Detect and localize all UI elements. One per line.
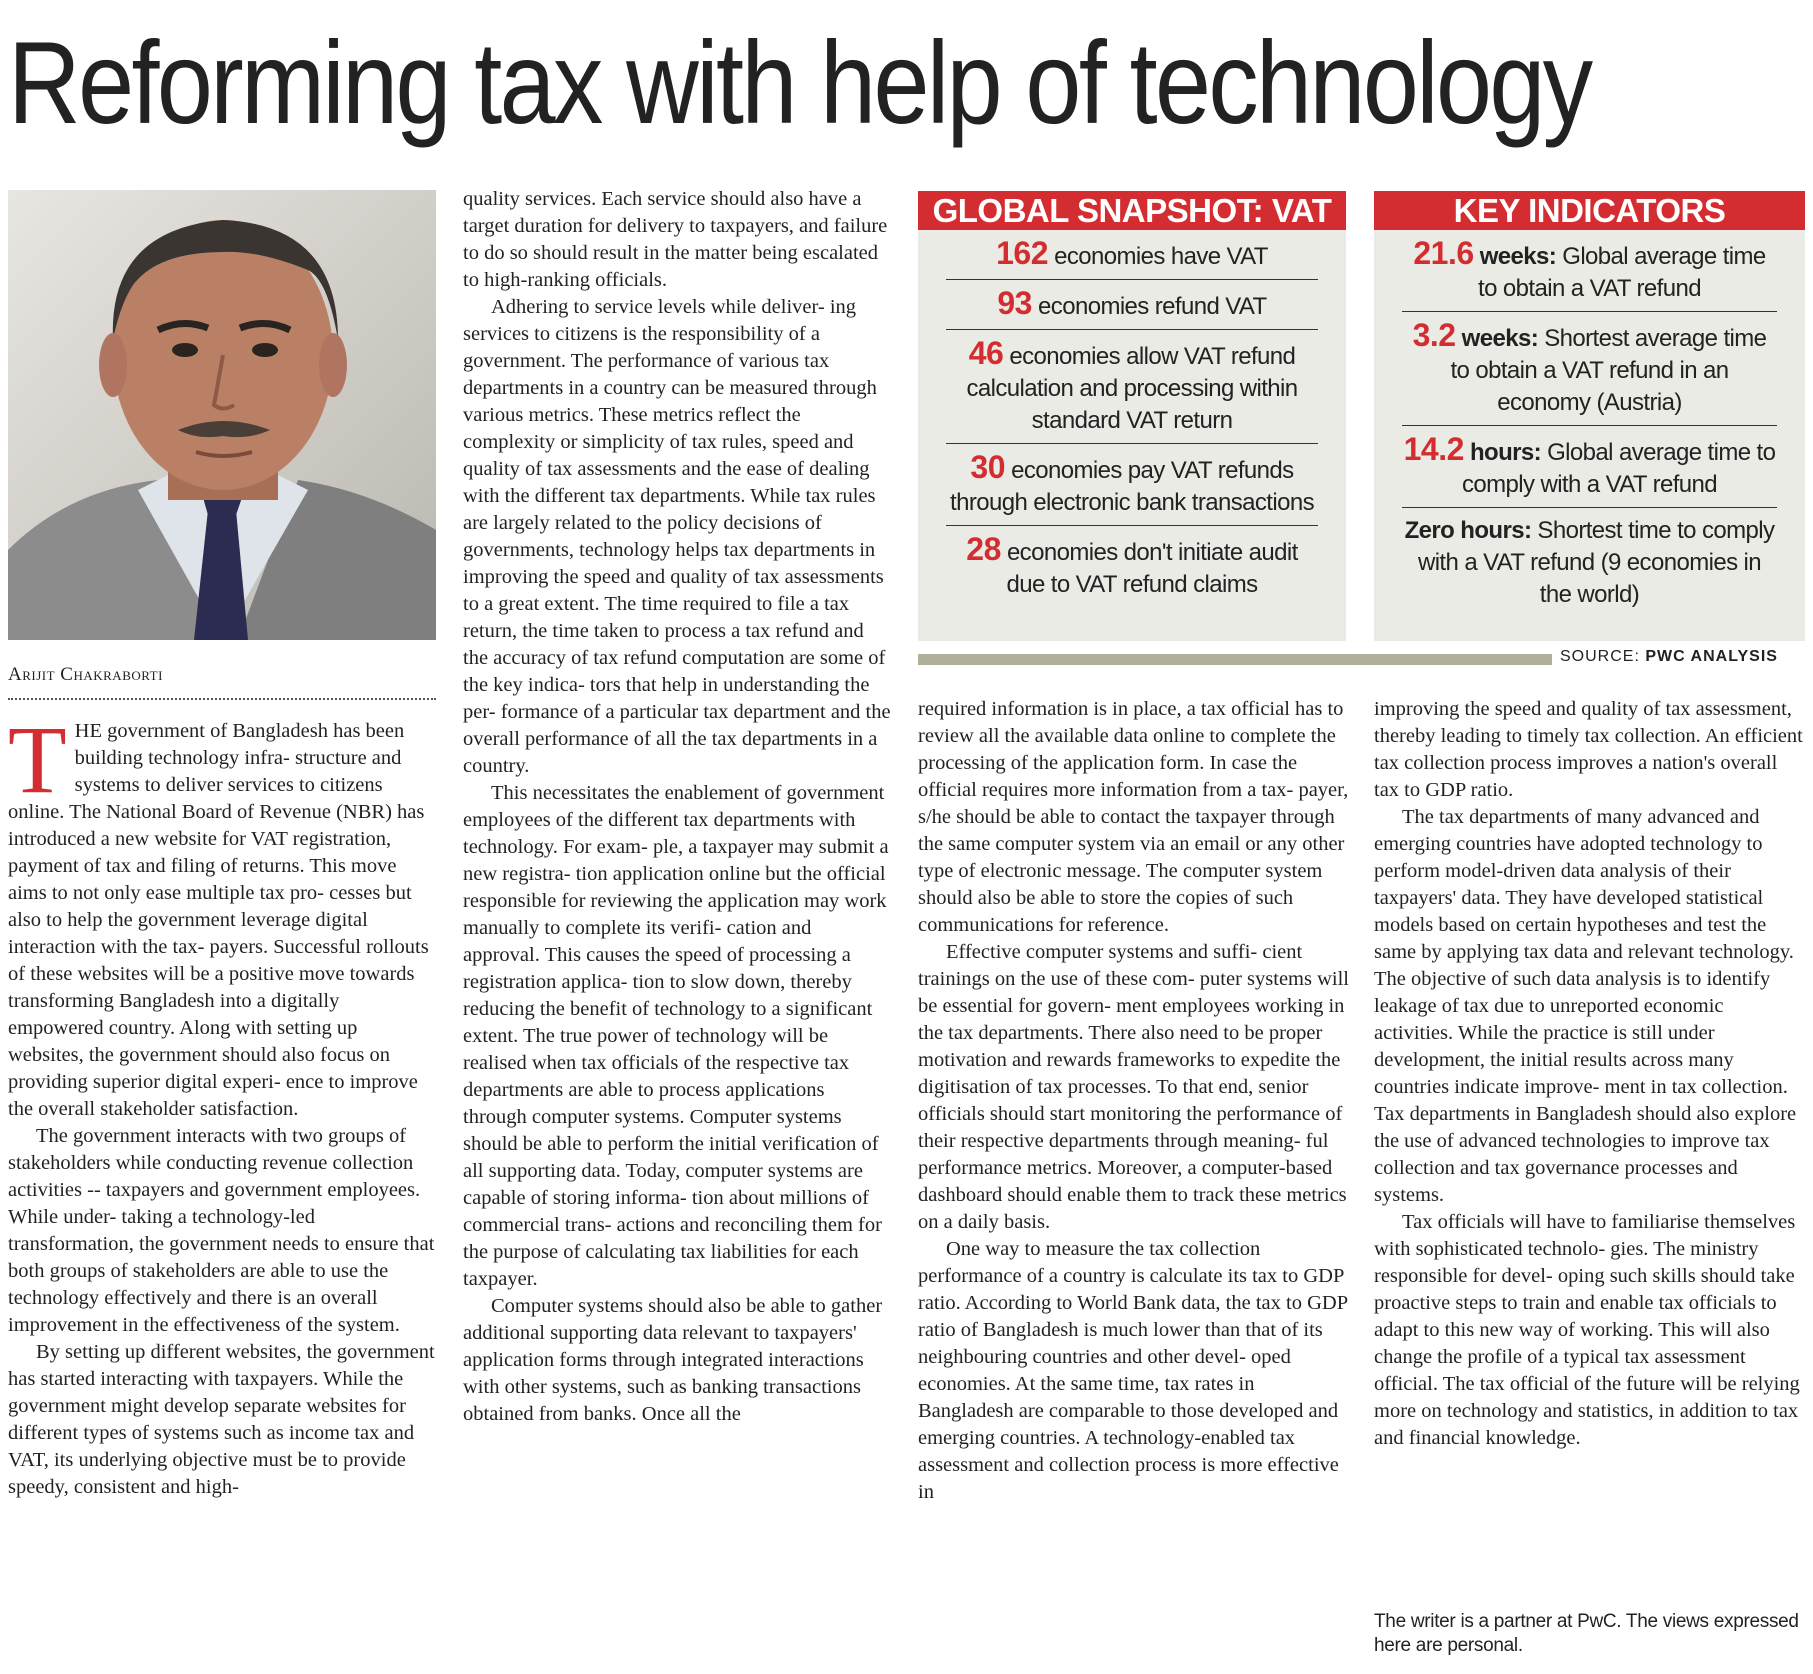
key-indicators-box xyxy=(1374,191,1805,641)
indicator-item: 14.2 hours: Global average time to comply with a VAT refund xyxy=(1402,426,1777,508)
article-column-2 xyxy=(463,186,893,1428)
paragraph: This necessitates the enablement of government employees of the different tax departments with technology. For exam- ple, a taxpayer may submit a new registra- tion application online but the official responsible for reviewing the application may work manually to complete its verifi- cation and approval. This causes the speed of processing a registration applica- tion to slow down, thereby reducing the benefit of technology to a significant extent. The true power of technology will be realised when tax officials of the respective tax departments are able to process applications through computer systems. Computer systems should be able to perform the initial verification of all supporting data. Today, computer systems are capable of storing informa- tion about millions of commercial trans- actions and reconciling them for the purpose of calculating tax liabilities for each taxpayer. xyxy=(463,782,889,1290)
paragraph: required information is in place, a tax official has to review all the available data online to complete the processing of the application form. In case the official requires more information from a tax- payer, s/he should be able to contact the taxpayer through the same computer system via an email or any other type of electronic message. The computer system should also be able to store the copies of such communications for reference. xyxy=(918,698,1349,936)
paragraph: THE government of Bangladesh has been building technology infra- structure and systems to deliver services to citizens online. The National Board of Revenue (NBR) has introduced a new website for VAT registration, payment of tax and filing of returns. This move aims to not only ease multiple tax pro- cesses but also to help the government leverage digital interaction with the tax- payers. Successful rollouts of these websites will be a positive move towards transforming Bangladesh into a digitally empowered country. Along with setting up websites, the government should also focus on providing superior digital experi- ence to improve the overall stakeholder satisfaction. xyxy=(8,706,429,1120)
writer-note: The writer is a partner at PwC. The views expressed here are personal. xyxy=(1374,1611,1799,1656)
author-photo xyxy=(8,190,436,640)
paragraph: One way to measure the tax collection performance of a country is calculate its tax to GDP ratio. According to World Bank data, the tax to GDP ratio of Bangladesh is much lower than that of its neighbouring countries and other devel- oped economies. At the same time, tax rates in Bangladesh are comparable to those developed and emerging countries. A technology-enabled tax assessment and collection process is more effective in xyxy=(918,1238,1348,1503)
paragraph: Adhering to service levels while deliver- ing services to citizens is the responsibility of a government. The performance of various tax departments in a country can be measured through various metrics. These metrics reflect the complexity or simplicity of tax rules, speed and quality of tax assessments and the ease of dealing with the different tax departments. While tax rules are largely related to the policy decisions of governments, technology helps tax departments in improving the speed and quality of tax assessments to a great extent. The time required to file a tax return, the time taken to process a tax refund and the accuracy of tax refund computation are some of the key indica- tors that help in understanding the per- formance of a particular tax department and the overall performance of all the tax departments in a country. xyxy=(463,296,891,777)
snapshot-item: 93 economies refund VAT xyxy=(946,280,1318,330)
source-credit: SOURCE: PWC ANALYSIS xyxy=(1560,648,1778,665)
article-column-3 xyxy=(918,696,1350,1506)
paragraph: By setting up different websites, the government has started interacting with taxpayers. While the government might develop separate websites for different types of systems such as income tax and VAT, its underlying objective must be to provide speedy, consistent and high- xyxy=(8,1341,435,1498)
source-divider xyxy=(918,654,1552,665)
byline: Arijit Chakraborti xyxy=(8,664,436,700)
dropcap: T xyxy=(8,706,67,813)
author-portrait-icon xyxy=(8,190,436,640)
snapshot-item: 30 economies pay VAT refunds through electronic bank transactions xyxy=(946,444,1318,526)
snapshot-item: 162 economies have VAT xyxy=(946,230,1318,280)
headline: Reforming tax with help of technology xyxy=(8,17,1591,148)
indicator-item: 3.2 weeks: Shortest average time to obtain a VAT refund in an economy (Austria) xyxy=(1402,312,1777,426)
indicator-item: Zero hours: Shortest time to comply with a VAT refund (9 economies in the world) xyxy=(1404,517,1775,608)
article-column-4 xyxy=(1374,696,1806,1452)
snapshot-item: 46 economies allow VAT refund calculation and processing within standard VAT return xyxy=(946,330,1318,444)
global-snapshot-title: GLOBAL SNAPSHOT: VAT xyxy=(918,191,1346,230)
snapshot-item: 28 economies don't initiate audit due to VAT refund claims xyxy=(966,531,1298,598)
paragraph: The government interacts with two groups of stakeholders while conducting revenue collection activities -- taxpayers and government employees. While under- taking a technology-led transformation, the government needs to ensure that both groups of stakeholders are able to use the technology effectively and there is an overall improvement in the effectiveness of the system. xyxy=(8,1125,435,1336)
indicator-item: 21.6 weeks: Global average time to obtain a VAT refund xyxy=(1402,230,1777,312)
key-indicators-title: KEY INDICATORS xyxy=(1374,191,1805,230)
global-snapshot-box xyxy=(918,191,1346,641)
paragraph: Computer systems should also be able to gather additional supporting data relevant to taxpayers' application forms through integrated interactions with other systems, such as banking transactions obtained from banks. Once all the xyxy=(463,1295,883,1425)
paragraph: improving the speed and quality of tax assessment, thereby leading to timely tax collection. An efficient tax collection process improves a nation's overall tax to GDP ratio. xyxy=(1374,698,1803,801)
paragraph: Effective computer systems and suffi- cient trainings on the use of these com- puter systems will be essential for govern- ment employees working in the tax departments. There also need to be proper motivation and rewards frameworks to expedite the digitisation of tax processes. To that end, senior officials should start monitoring the performance of their respective departments through meaning- ful performance metrics. Moreover, a computer-based dashboard should enable them to track these metrics on a daily basis. xyxy=(918,941,1349,1233)
paragraph: Tax officials will have to familiarise themselves with sophisticated technolo- gies. The ministry responsible for devel- oping such skills should take proactive steps to train and enable tax officials to adapt to this new way of working. This will also change the profile of a typical tax assessment official. The tax official of the future will be relying more on technology and statistics, in addition to tax and financial knowledge. xyxy=(1374,1211,1800,1449)
article-column-1 xyxy=(8,706,436,1501)
paragraph: quality services. Each service should also have a target duration for delivery to taxpayers, and failure to do so should result in the matter being escalated to high-ranking officials. xyxy=(463,188,888,291)
paragraph: The tax departments of many advanced and emerging countries have adopted technology to perform model-driven data analysis of their taxpayers' data. They have developed statistical models based on certain hypotheses and test the same by applying tax data and relevant technology. The objective of such data analysis is to identify leakage of tax due to unreported economic activities. While the practice is still under development, the initial results across many countries indicate improve- ment in tax collection. Tax departments in Bangladesh should also explore the use of advanced technologies to improve tax collection and tax governance processes and systems. xyxy=(1374,806,1797,1206)
